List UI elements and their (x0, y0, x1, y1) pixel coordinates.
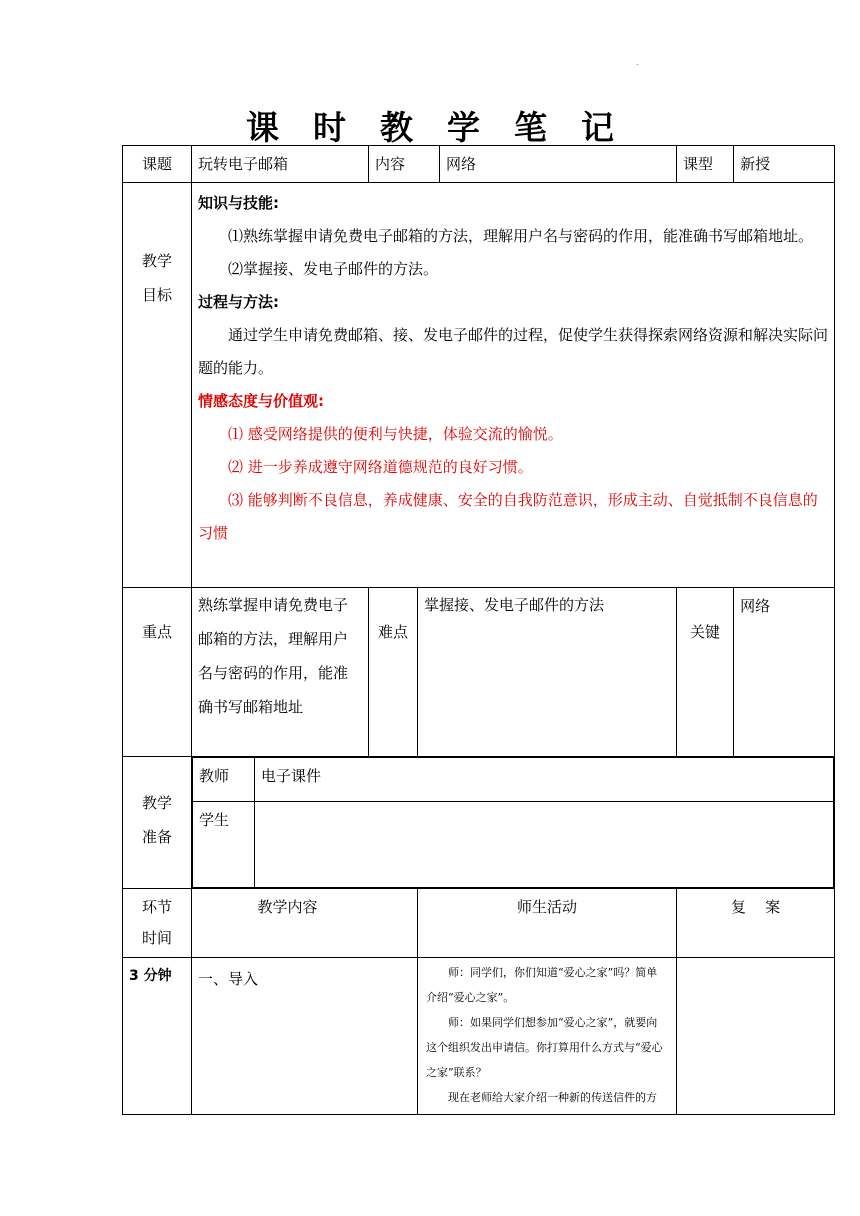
process-header-row (123, 889, 835, 958)
step-time: 3 分钟 (129, 968, 172, 984)
step-review (677, 958, 834, 964)
emotion-item-3: ⑶ 能够判断不良信息，养成健康、安全的自我防范意识，形成主动、自觉抵制不良信息的习惯 (198, 491, 818, 542)
content-header: 教学内容 (257, 898, 318, 916)
lesson-plan-table (122, 145, 835, 1115)
focus-label: 重点 (141, 623, 172, 641)
knowledge-item-1: ⑴熟练掌握申请免费电子邮箱的方法，理解用户名与密码的作用，能准确书写邮箱地址。 (228, 227, 814, 245)
info-row (123, 146, 835, 183)
activity-paragraph: 现在老师给大家介绍一种新的传送信件的方 (448, 1091, 658, 1104)
goals-content (192, 183, 834, 558)
step-content: 一、导入 (198, 970, 259, 988)
activity-paragraph: 师：同学们，你们知道“爱心之家”吗？简单介绍“爱心之家”。 (426, 966, 658, 1004)
process-item-1: 通过学生申请免费邮箱、接、发电子邮件的过程，促使学生获得探索网络资源和解决实际问题的能力。 (198, 326, 829, 377)
content-label: 内容 (375, 155, 406, 173)
difficulty-value: 掌握接、发电子邮件的方法 (424, 596, 605, 614)
key-points-row (123, 588, 835, 757)
teacher-value: 电子课件 (261, 767, 322, 785)
focus-value: 熟练掌握申请免费电子邮箱的方法，理解用户名与密码的作用，能准确书写邮箱地址 (198, 596, 349, 716)
student-value (255, 802, 833, 808)
page-title (0, 102, 860, 146)
title-char: 笔 (514, 108, 547, 147)
difficulty-label: 难点 (378, 623, 409, 641)
title-char: 记 (581, 108, 614, 147)
process-heading: 过程与方法: (198, 293, 279, 311)
student-label: 学生 (199, 811, 230, 829)
keyword-label: 关键 (690, 623, 721, 641)
preparation-row (123, 757, 835, 889)
title-char: 课 (246, 108, 279, 147)
knowledge-heading: 知识与技能: (198, 194, 279, 212)
type-value: 新授 (740, 155, 771, 173)
title-char: 教 (380, 108, 413, 147)
prep-label: 教学 准备 (141, 794, 172, 846)
keyword-value: 网络 (740, 597, 771, 615)
emotion-item-1: ⑴ 感受网络提供的便利与快捷，体验交流的愉悦。 (228, 425, 563, 443)
title-char: 时 (313, 108, 346, 147)
topic-value: 玩转电子邮箱 (198, 155, 289, 173)
emotion-heading: 情感态度与价值观: (198, 392, 324, 410)
activity-header: 师生活动 (517, 898, 578, 916)
stage-time-header: 环节 时间 (141, 898, 172, 947)
goals-label: 教学 目标 (141, 252, 172, 304)
teacher-label: 教师 (199, 767, 230, 785)
review-header: 复 案 (731, 898, 781, 916)
emotion-item-2: ⑵ 进一步养成遵守网络道德规范的良好习惯。 (228, 458, 533, 476)
knowledge-item-2: ⑵掌握接、发电子邮件的方法。 (228, 260, 439, 278)
goals-row (123, 183, 835, 588)
step-activity (418, 958, 676, 1112)
page-dot: . (636, 58, 639, 67)
content-value: 网络 (446, 155, 477, 173)
step-row (123, 958, 835, 1115)
prep-inner-table (192, 757, 834, 888)
title-char: 学 (447, 108, 480, 147)
activity-paragraph: 师：如果同学们想参加“爱心之家”，就要向这个组织发出申请信。你打算用什么方式与“爱心之家”联系？ (426, 1016, 663, 1079)
type-label: 课型 (683, 155, 714, 173)
topic-label: 课题 (141, 155, 172, 173)
